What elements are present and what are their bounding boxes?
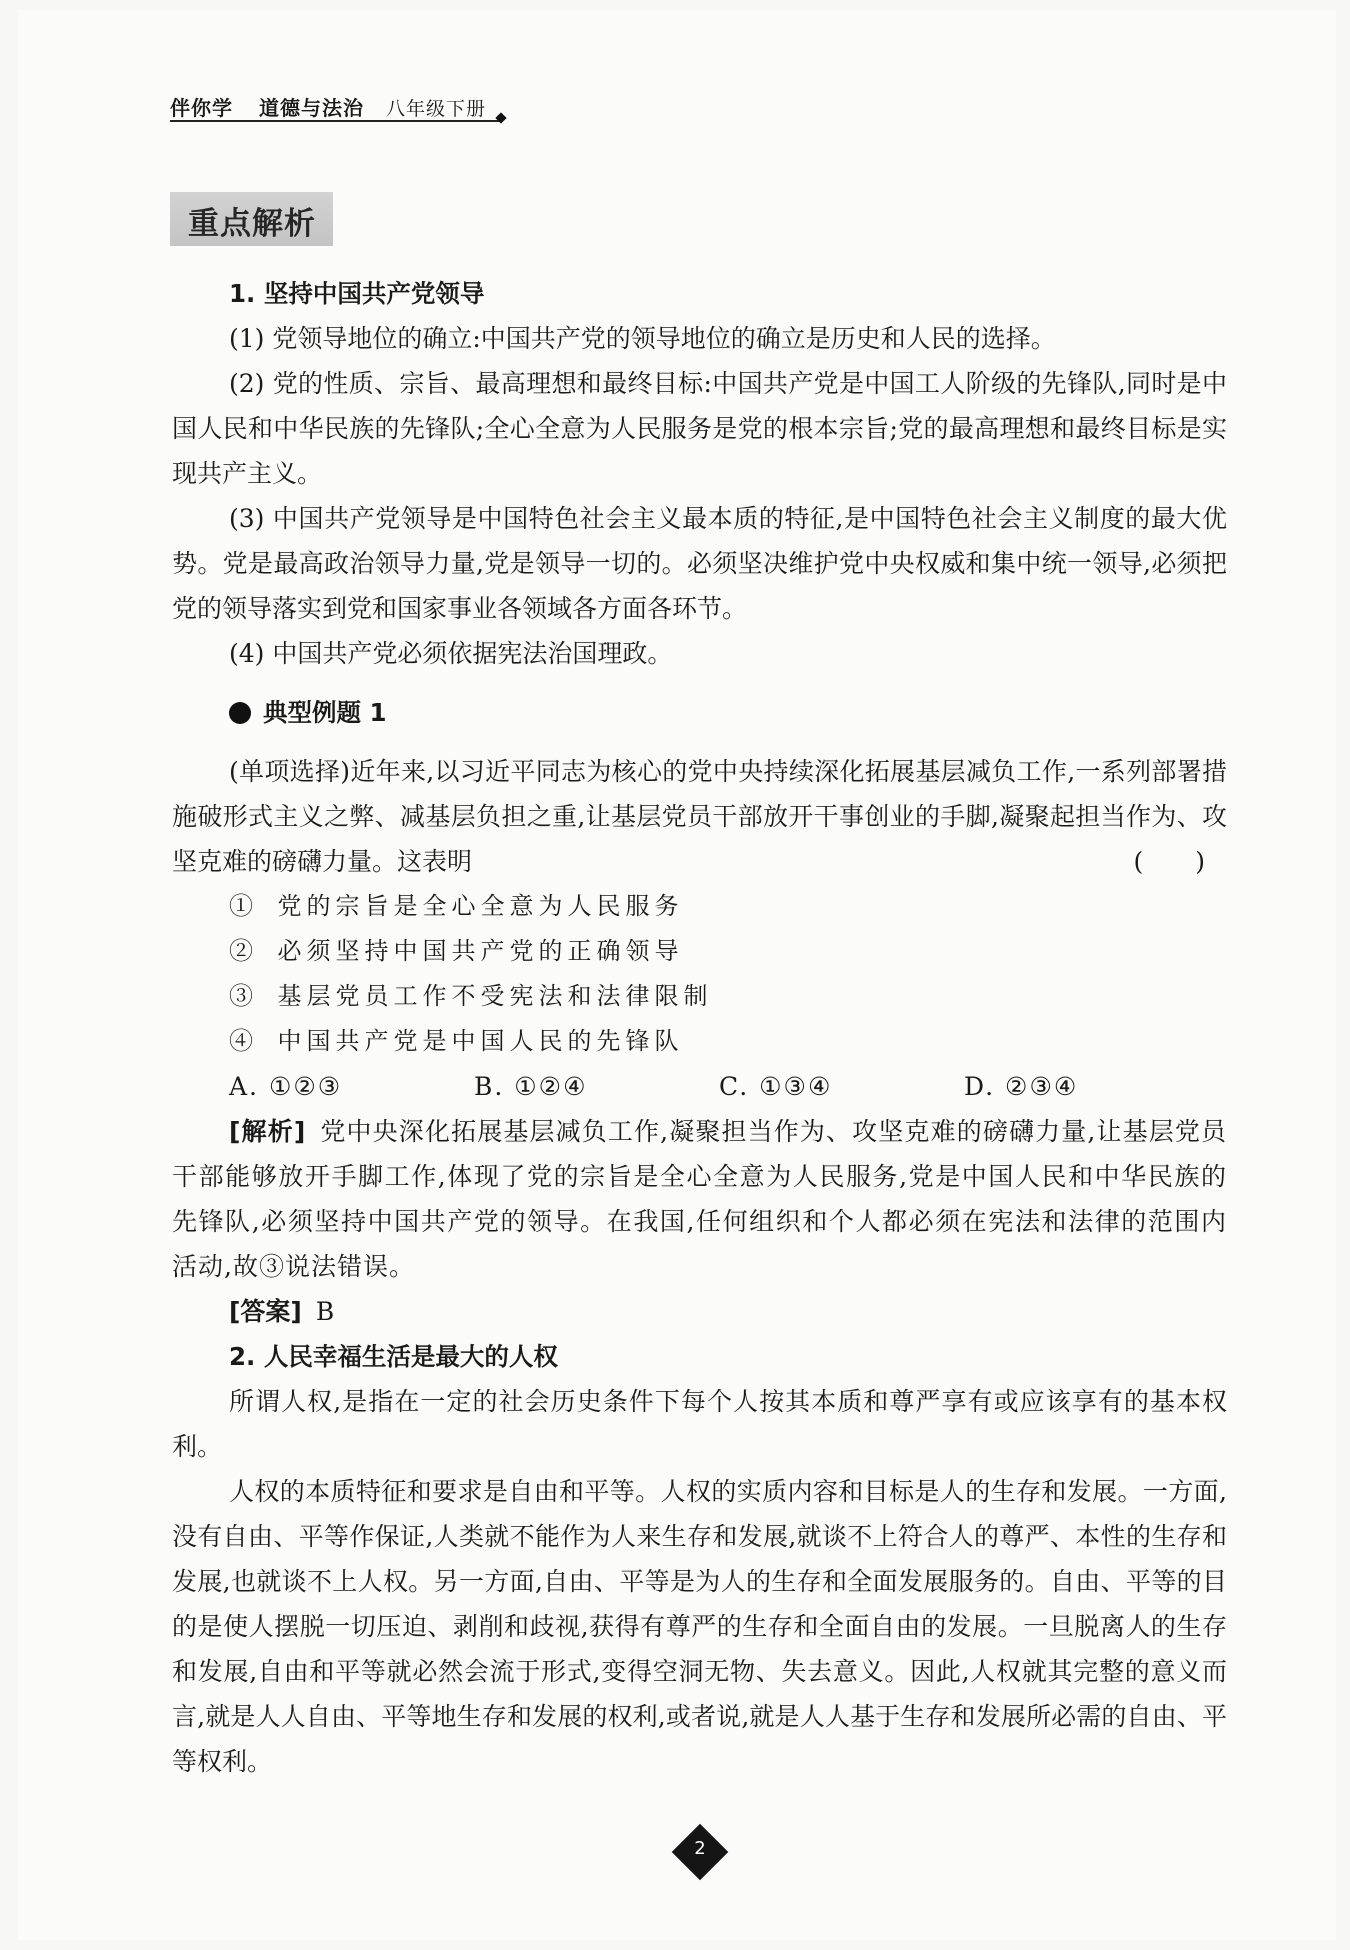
point2-para-1: 所谓人权,是指在一定的社会历史条件下每个人按其本质和尊严享有或应该享有的基本权利。 <box>172 1387 1227 1461</box>
answer-blank: ( ) <box>1133 847 1227 876</box>
bullet-icon <box>229 702 251 724</box>
answer-value: B <box>315 1297 335 1326</box>
point2-heading: 2. 人民幸福生活是最大的人权 <box>229 1342 558 1371</box>
question-text: (单项选择)近年来,以习近平同志为核心的党中央持续深化拓展基层减负工作,一系列部署措施破形式主义之弊、减基层负担之重,让基层党员干部放开干事创业的手脚,凝聚起担当作为、攻坚克难的磅礴力量。这表明 <box>172 757 1227 876</box>
analysis-text: 党中央深化拓展基层减负工作,凝聚担当作为、攻坚克难的磅礴力量,让基层党员干部能够放开手脚工作,体现了党的宗旨是全心全意为人民服务,党是中国人民和中华民族的先锋队,必须坚持中国共产党的领导。在我国,任何组织和个人都必须在宪法和法律的范围内活动,故③说法错误。 <box>172 1117 1227 1281</box>
analysis-block <box>172 1109 1227 1289</box>
point1-para-1: (1) 党领导地位的确立:中国共产党的领导地位的确立是历史和人民的选择。 <box>229 324 1056 353</box>
option-4: ④ 中国共产党是中国人民的先锋队 <box>229 1027 684 1055</box>
point1-para-4: (4) 中国共产党必须依据宪法治国理政。 <box>229 639 673 668</box>
section-title: 重点解析 <box>188 206 316 242</box>
section-title-box <box>170 192 333 246</box>
option-3: ③ 基层党员工作不受宪法和法律限制 <box>229 982 713 1010</box>
series-name: 伴你学 <box>170 96 233 120</box>
analysis-label: [解析] <box>229 1117 307 1146</box>
example-title <box>172 690 1227 735</box>
choice-a: A. ①②③ <box>229 1072 343 1101</box>
grade-label: 八年级下册 <box>385 98 486 120</box>
option-2: ② 必须坚持中国共产党的正确领导 <box>229 937 684 965</box>
point1-para-3: (3) 中国共产党领导是中国特色社会主义最本质的特征,是中国特色社会主义制度的最大优势。党是最高政治领导力量,党是领导一切的。必须坚决维护党中央权威和集中统一领导,必须把党的领导落实到党和国家事业各领域各方面各环节。 <box>172 504 1227 623</box>
point1-para-2: (2) 党的性质、宗旨、最高理想和最终目标:中国共产党是中国工人阶级的先锋队,同时是中国人民和中华民族的先锋队;全心全意为人民服务是党的根本宗旨;党的最高理想和最终目标是实现共产主义。 <box>172 369 1227 488</box>
choice-c: C. ①③④ <box>719 1072 833 1101</box>
main-content <box>172 271 1227 1784</box>
point2-para-2: 人权的本质特征和要求是自由和平等。人权的实质内容和目标是人的生存和发展。一方面,没有自由、平等作保证,人类就不能作为人来生存和发展,就谈不上符合人的尊严、本性的生存和发展,也就谈不上人权。另一方面,自由、平等是为人的生存和全面发展服务的。自由、平等的目的是使人摆脱一切压迫、剥削和歧视,获得有尊严的生存和全面自由的发展。一旦脱离人的生存和发展,自由和平等就必然会流于形式,变得空洞无物、失去意义。因此,人权就其完整的意义而言,就是人人自由、平等地生存和发展的权利,或者说,就是人人基于生存和发展所必需的自由、平等权利。 <box>172 1477 1227 1776</box>
option-1: ① 党的宗旨是全心全意为人民服务 <box>229 892 684 920</box>
example-question <box>172 749 1227 884</box>
choice-row <box>172 1064 1227 1109</box>
example-title-text: 典型例题 1 <box>263 698 387 727</box>
answer-block <box>172 1289 1227 1334</box>
choice-d: D. ②③④ <box>964 1072 1079 1101</box>
running-header <box>170 92 486 121</box>
point1-heading: 1. 坚持中国共产党领导 <box>229 279 485 308</box>
subject-name: 道德与法治 <box>258 96 364 120</box>
choice-b: B. ①②④ <box>474 1072 588 1101</box>
page-number: 2 <box>694 1838 706 1859</box>
header-rule <box>170 120 500 122</box>
answer-label: [答案] <box>229 1297 302 1326</box>
